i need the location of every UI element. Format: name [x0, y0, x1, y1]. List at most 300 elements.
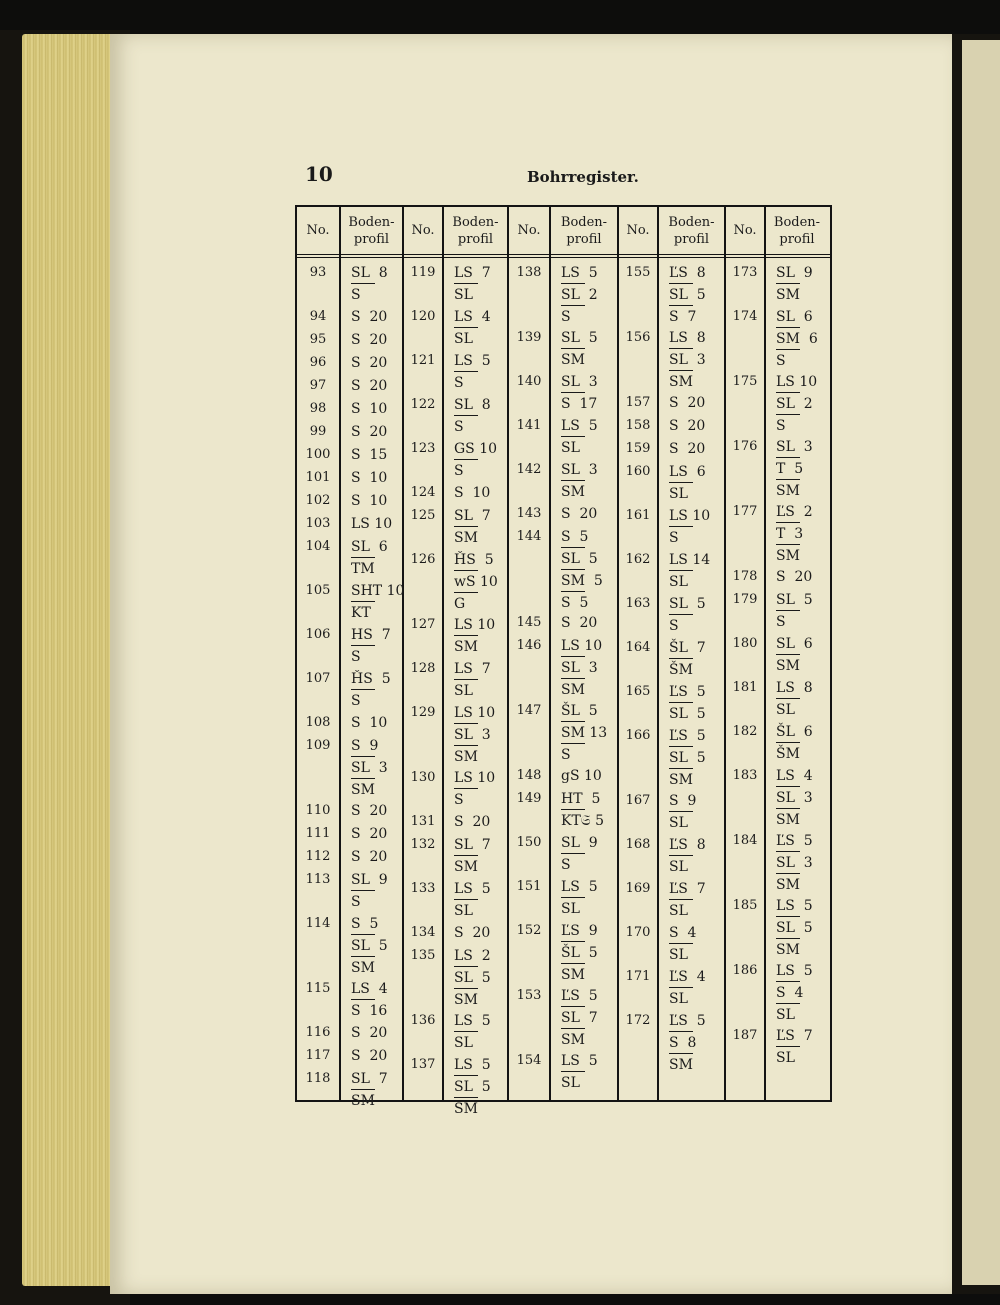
boring-number: 170 [625, 925, 651, 940]
soil-layer: S [561, 309, 571, 325]
boring-number: 107 [305, 671, 331, 686]
layer-boundary-rule [454, 988, 478, 989]
soil-layer: SL 8 [351, 265, 388, 281]
soil-layer: S [669, 530, 679, 546]
soil-layer: LS 5 [454, 353, 491, 369]
layer-boundary-rule [669, 283, 693, 284]
column-divider [657, 207, 659, 1100]
soil-layer: HS 7 [351, 627, 391, 643]
soil-layer: SL [669, 815, 688, 831]
layer-boundary-rule [454, 1031, 478, 1032]
soil-layer: LS 10 [776, 374, 818, 390]
soil-layer: SM 5 [561, 573, 603, 589]
soil-profile [776, 590, 813, 632]
soil-layer: ŠL 5 [561, 945, 598, 961]
soil-layer: LS 5 [561, 1053, 598, 1069]
soil-layer: S 20 [454, 814, 491, 830]
soil-layer: ŠL 5 [561, 703, 598, 719]
soil-layer: LS 5 [454, 1013, 491, 1029]
soil-layer: LS 7 [454, 265, 491, 281]
soil-profile [669, 594, 706, 636]
layer-boundary-rule [776, 283, 800, 284]
boring-number: 143 [516, 506, 542, 521]
soil-layer: SHT 10 [351, 583, 405, 599]
soil-profile [351, 870, 388, 912]
layer-boundary-rule [776, 349, 800, 350]
soil-layer: SL [669, 486, 688, 502]
soil-layer: LS 14 [669, 552, 711, 568]
boring-number: 152 [516, 923, 542, 938]
soil-layer: S 10 [351, 493, 388, 509]
soil-profile [669, 638, 706, 680]
soil-profile [454, 550, 498, 614]
layer-boundary-rule [776, 522, 800, 523]
boring-number: 144 [516, 529, 542, 544]
soil-layer: SL [561, 440, 580, 456]
soil-layer: SM [776, 287, 800, 303]
soil-layer: ĽS 8 [669, 837, 706, 853]
soil-layer: SL 5 [776, 592, 813, 608]
soil-profile [669, 416, 705, 436]
boring-number: 150 [516, 835, 542, 850]
boring-number: 156 [625, 330, 651, 345]
soil-layer: SL 5 [776, 920, 813, 936]
soil-layer: LS 5 [454, 881, 491, 897]
boring-number: 187 [732, 1028, 758, 1043]
soil-layer: ȞS 5 [351, 671, 391, 687]
layer-boundary-rule [776, 808, 800, 809]
boring-number: 163 [625, 596, 651, 611]
layer-boundary-rule [561, 480, 585, 481]
soil-layer: ŠM [776, 746, 800, 762]
layer-boundary-rule [776, 873, 800, 874]
layer-boundary-rule [561, 897, 585, 898]
layer-boundary-rule [776, 327, 800, 328]
soil-layer: SL 5 [454, 970, 491, 986]
layer-boundary-rule [351, 890, 375, 891]
soil-profile [454, 1011, 491, 1053]
soil-layer: S 15 [351, 447, 388, 463]
layer-boundary-rule [561, 809, 585, 810]
boring-number: 173 [732, 265, 758, 280]
layer-boundary-rule [776, 786, 800, 787]
soil-layer: SL 3 [561, 374, 598, 390]
soil-layer: S [454, 463, 464, 479]
soil-profile [454, 506, 491, 548]
layer-boundary-rule [561, 436, 585, 437]
soil-layer: LS 4 [776, 768, 813, 784]
soil-layer: S [776, 418, 786, 434]
soil-profile [776, 634, 813, 676]
header-no: No. [306, 223, 330, 238]
soil-layer: S [669, 618, 679, 634]
soil-profile [561, 1051, 598, 1093]
layer-boundary-rule [669, 768, 693, 769]
boring-number: 136 [410, 1013, 436, 1028]
soil-layer: LS 8 [669, 330, 706, 346]
soil-layer: LS 4 [351, 981, 388, 997]
soil-profile [669, 550, 710, 592]
header-no: No. [517, 223, 541, 238]
layer-boundary-rule [454, 855, 478, 856]
layer-boundary-rule [669, 899, 693, 900]
boring-number: 161 [625, 508, 651, 523]
boring-number: 139 [516, 330, 542, 345]
soil-profile [776, 766, 813, 830]
layer-boundary-rule [351, 778, 375, 779]
soil-layer: S [454, 419, 464, 435]
layer-boundary-rule [669, 1031, 693, 1032]
soil-layer: LS 10 [454, 617, 496, 633]
layer-boundary-rule [351, 645, 375, 646]
soil-layer: SL 6 [776, 309, 813, 325]
soil-layer: S 10 [351, 715, 388, 731]
boring-number: 118 [305, 1071, 331, 1086]
soil-layer: LS 5 [561, 879, 598, 895]
soil-layer: S 20 [351, 1048, 388, 1064]
boring-number: 145 [516, 615, 542, 630]
soil-layer: S 20 [351, 424, 388, 440]
layer-boundary-rule [669, 658, 693, 659]
soil-layer: SL 3 [351, 760, 388, 776]
soil-layer: S [351, 287, 361, 303]
soil-profile [561, 986, 598, 1050]
layer-boundary-rule [669, 482, 693, 483]
soil-layer: LS 10 [561, 638, 603, 654]
boring-number: 130 [410, 770, 436, 785]
soil-profile [669, 263, 706, 327]
soil-profile [454, 879, 491, 921]
soil-layer: SM [561, 682, 585, 698]
boring-number: 126 [410, 552, 436, 567]
soil-layer: SM [776, 942, 800, 958]
soil-layer: SL 2 [776, 396, 813, 412]
soil-layer: SL 5 [561, 330, 598, 346]
boring-number: 179 [732, 592, 758, 607]
soil-layer: SL [669, 859, 688, 875]
soil-profile [669, 1011, 706, 1075]
boring-register-table [295, 205, 832, 1117]
soil-profile [561, 416, 598, 458]
header-no: No. [626, 223, 650, 238]
boring-number: 151 [516, 879, 542, 894]
soil-profile [454, 946, 491, 1010]
soil-layer: S [776, 353, 786, 369]
column-divider [442, 207, 444, 1100]
soil-layer: S 20 [351, 803, 388, 819]
header-no: No. [733, 223, 757, 238]
boring-number: 97 [309, 378, 327, 393]
boring-number: 100 [305, 447, 331, 462]
soil-profile [454, 307, 491, 349]
soil-profile [351, 376, 387, 396]
soil-layer: SL 3 [561, 462, 598, 478]
soil-profile [561, 636, 602, 700]
soil-profile [776, 502, 813, 566]
layer-boundary-rule [561, 305, 585, 306]
soil-layer: SL [454, 683, 473, 699]
soil-layer: SL [561, 901, 580, 917]
soil-layer: SL [454, 331, 473, 347]
soil-layer: ĽS 8 [669, 265, 706, 281]
layer-boundary-rule [454, 1097, 478, 1098]
layer-boundary-rule [561, 941, 585, 942]
soil-profile [351, 353, 387, 373]
boring-number: 140 [516, 374, 542, 389]
layer-boundary-rule [351, 934, 375, 935]
soil-layer: SL 7 [561, 1010, 598, 1026]
soil-profile [351, 801, 387, 821]
soil-layer: SM [669, 1057, 693, 1073]
layer-boundary-rule [351, 557, 375, 558]
boring-number: 111 [305, 826, 331, 841]
soil-profile [561, 504, 597, 524]
soil-layer: SL 5 [351, 938, 388, 954]
soil-layer: SM 6 [776, 331, 818, 347]
boring-number: 153 [516, 988, 542, 1003]
soil-profile [561, 877, 598, 919]
soil-layer: SM 13 [561, 725, 608, 741]
layer-boundary-rule [454, 570, 478, 571]
soil-layer: SL [776, 702, 795, 718]
layer-boundary-rule [776, 457, 800, 458]
soil-profile [561, 766, 602, 786]
soil-layer: SM [776, 877, 800, 893]
layer-boundary-rule [351, 756, 375, 757]
layer-boundary-rule [669, 987, 693, 988]
soil-layer: SL [669, 991, 688, 1007]
soil-profile [454, 659, 491, 701]
soil-layer: SL 8 [454, 397, 491, 413]
soil-profile [454, 351, 491, 393]
soil-layer: S [454, 375, 464, 391]
soil-profile [776, 1026, 813, 1068]
soil-profile [776, 307, 818, 371]
layer-boundary-rule [669, 526, 693, 527]
soil-profile [351, 422, 387, 442]
soil-layer: S 10 [454, 485, 491, 501]
boring-number: 162 [625, 552, 651, 567]
boring-number: 164 [625, 640, 651, 655]
header-bodenprofil: Boden- profil [773, 214, 821, 247]
soil-profile [669, 682, 706, 724]
soil-layer: S 20 [351, 849, 388, 865]
soil-layer: S [351, 894, 361, 910]
soil-profile [351, 263, 388, 305]
soil-layer: S 10 [351, 401, 388, 417]
layer-boundary-rule [454, 966, 478, 967]
column-divider [339, 207, 341, 1100]
soil-layer: S 5 [351, 916, 379, 932]
soil-layer: SM [561, 967, 585, 983]
soil-profile [669, 791, 696, 833]
soil-layer: SL [776, 1050, 795, 1066]
boring-number: 141 [516, 418, 542, 433]
boring-number: 117 [305, 1048, 331, 1063]
layer-boundary-rule [669, 348, 693, 349]
soil-layer: S 9 [669, 793, 697, 809]
soil-layer: SL [454, 1035, 473, 1051]
soil-layer: GS 10 [454, 441, 498, 457]
soil-layer: SL 6 [351, 539, 388, 555]
soil-profile [454, 703, 495, 767]
soil-layer: SL 9 [351, 872, 388, 888]
soil-profile [454, 812, 490, 832]
boring-number: 99 [309, 424, 327, 439]
soil-layer: G [454, 596, 466, 612]
boring-number: 102 [305, 493, 331, 508]
soil-layer: S 20 [454, 925, 491, 941]
boring-number: 168 [625, 837, 651, 852]
soil-layer: S 8 [669, 1035, 697, 1051]
soil-layer: S 16 [351, 1003, 388, 1019]
boring-number: 134 [410, 925, 436, 940]
soil-layer: SM [776, 483, 800, 499]
boring-number: 133 [410, 881, 436, 896]
layer-boundary-rule [454, 371, 478, 372]
soil-profile [561, 789, 604, 831]
boring-number: 165 [625, 684, 651, 699]
soil-layer: S [351, 693, 361, 709]
soil-profile [351, 669, 391, 711]
soil-layer: LS 6 [669, 464, 706, 480]
boring-number: 184 [732, 833, 758, 848]
running-title: Bohrregister. [527, 168, 639, 186]
boring-number: 157 [625, 395, 651, 410]
soil-profile [669, 462, 706, 504]
soil-layer: S 7 [669, 309, 697, 325]
soil-profile [669, 923, 696, 965]
layer-boundary-rule [669, 1053, 693, 1054]
boring-number: 175 [732, 374, 758, 389]
boring-number: 158 [625, 418, 651, 433]
soil-profile [776, 831, 813, 895]
boring-number: 181 [732, 680, 758, 695]
soil-profile [351, 468, 387, 488]
layer-boundary-rule [776, 1003, 800, 1004]
soil-profile [669, 726, 706, 790]
soil-profile [351, 307, 387, 327]
header-bodenprofil: Boden- profil [348, 214, 395, 247]
layer-boundary-rule [351, 1089, 375, 1090]
layer-boundary-rule [776, 1046, 800, 1047]
soil-layer: SM [561, 484, 585, 500]
soil-layer: ĽS 5 [776, 833, 813, 849]
soil-profile [351, 537, 388, 579]
layer-boundary-rule [454, 723, 478, 724]
soil-layer: ĽS 4 [669, 969, 706, 985]
soil-layer: ĽS 5 [669, 728, 706, 744]
soil-layer: S 20 [351, 378, 388, 394]
soil-profile [351, 581, 404, 623]
soil-layer: S [561, 747, 571, 763]
soil-profile [669, 879, 706, 921]
soil-layer: LS 5 [561, 418, 598, 434]
layer-boundary-rule [776, 981, 800, 982]
boring-number: 127 [410, 617, 436, 632]
soil-profile [776, 961, 813, 1025]
soil-layer: SL 2 [561, 287, 598, 303]
layer-boundary-rule [669, 305, 693, 306]
soil-profile [561, 527, 603, 613]
soil-layer: ĽS 5 [669, 684, 706, 700]
soil-layer: LS 5 [776, 963, 813, 979]
boring-number: 167 [625, 793, 651, 808]
boring-number: 172 [625, 1013, 651, 1028]
header-bodenprofil: Boden- profil [668, 214, 715, 247]
column-divider [764, 207, 766, 1100]
soil-profile [776, 567, 812, 587]
soil-layer: ȞS 5 [454, 552, 494, 568]
boring-number: 186 [732, 963, 758, 978]
layer-boundary-rule [776, 742, 800, 743]
layer-boundary-rule [669, 570, 693, 571]
soil-layer: SL 5 [454, 1079, 491, 1095]
layer-boundary-rule [561, 853, 585, 854]
layer-boundary-rule [454, 327, 478, 328]
soil-layer: KT [351, 605, 371, 621]
boring-number: 128 [410, 661, 436, 676]
header-bodenprofil: Boden- profil [452, 214, 499, 247]
boring-number: 182 [732, 724, 758, 739]
boring-number: 101 [305, 470, 331, 485]
soil-layer: ĽS 7 [776, 1028, 813, 1044]
soil-layer: SM [561, 1032, 585, 1048]
soil-profile [454, 923, 490, 943]
soil-layer: SL [669, 947, 688, 963]
layer-boundary-rule [454, 1075, 478, 1076]
boring-number: 183 [732, 768, 758, 783]
layer-boundary-rule [351, 601, 375, 602]
soil-layer: SM [454, 749, 478, 765]
soil-profile [454, 263, 491, 305]
layer-boundary-rule [776, 851, 800, 852]
boring-number: 177 [732, 504, 758, 519]
layer-boundary-rule [669, 811, 693, 812]
soil-layer: SM [454, 992, 478, 1008]
header-no: No. [411, 223, 435, 238]
soil-layer: S 20 [351, 826, 388, 842]
soil-layer: S 20 [561, 506, 598, 522]
soil-layer: SL [454, 903, 473, 919]
layer-boundary-rule [561, 547, 585, 548]
soil-profile [454, 615, 495, 657]
boring-number: 115 [305, 981, 331, 996]
boring-number: 96 [309, 355, 327, 370]
soil-layer: SL 7 [454, 508, 491, 524]
soil-profile [669, 439, 705, 459]
soil-profile [351, 736, 388, 800]
soil-profile [776, 896, 813, 960]
soil-layer: wS 10 [454, 574, 498, 590]
soil-layer: LS 8 [776, 680, 813, 696]
soil-profile [454, 835, 491, 877]
layer-boundary-rule [561, 591, 585, 592]
layer-boundary-rule [561, 1071, 585, 1072]
soil-layer: gS 10 [561, 768, 602, 784]
soil-layer: SL [669, 574, 688, 590]
soil-layer: SL 5 [669, 750, 706, 766]
soil-profile [669, 393, 705, 413]
soil-layer: ĽS 5 [561, 988, 598, 1004]
layer-boundary-rule [776, 916, 800, 917]
layer-boundary-rule [669, 943, 693, 944]
boring-number: 106 [305, 627, 331, 642]
page-number: 10 [305, 162, 333, 186]
soil-profile [351, 330, 387, 350]
soil-layer: SM [776, 812, 800, 828]
soil-profile [454, 483, 490, 503]
